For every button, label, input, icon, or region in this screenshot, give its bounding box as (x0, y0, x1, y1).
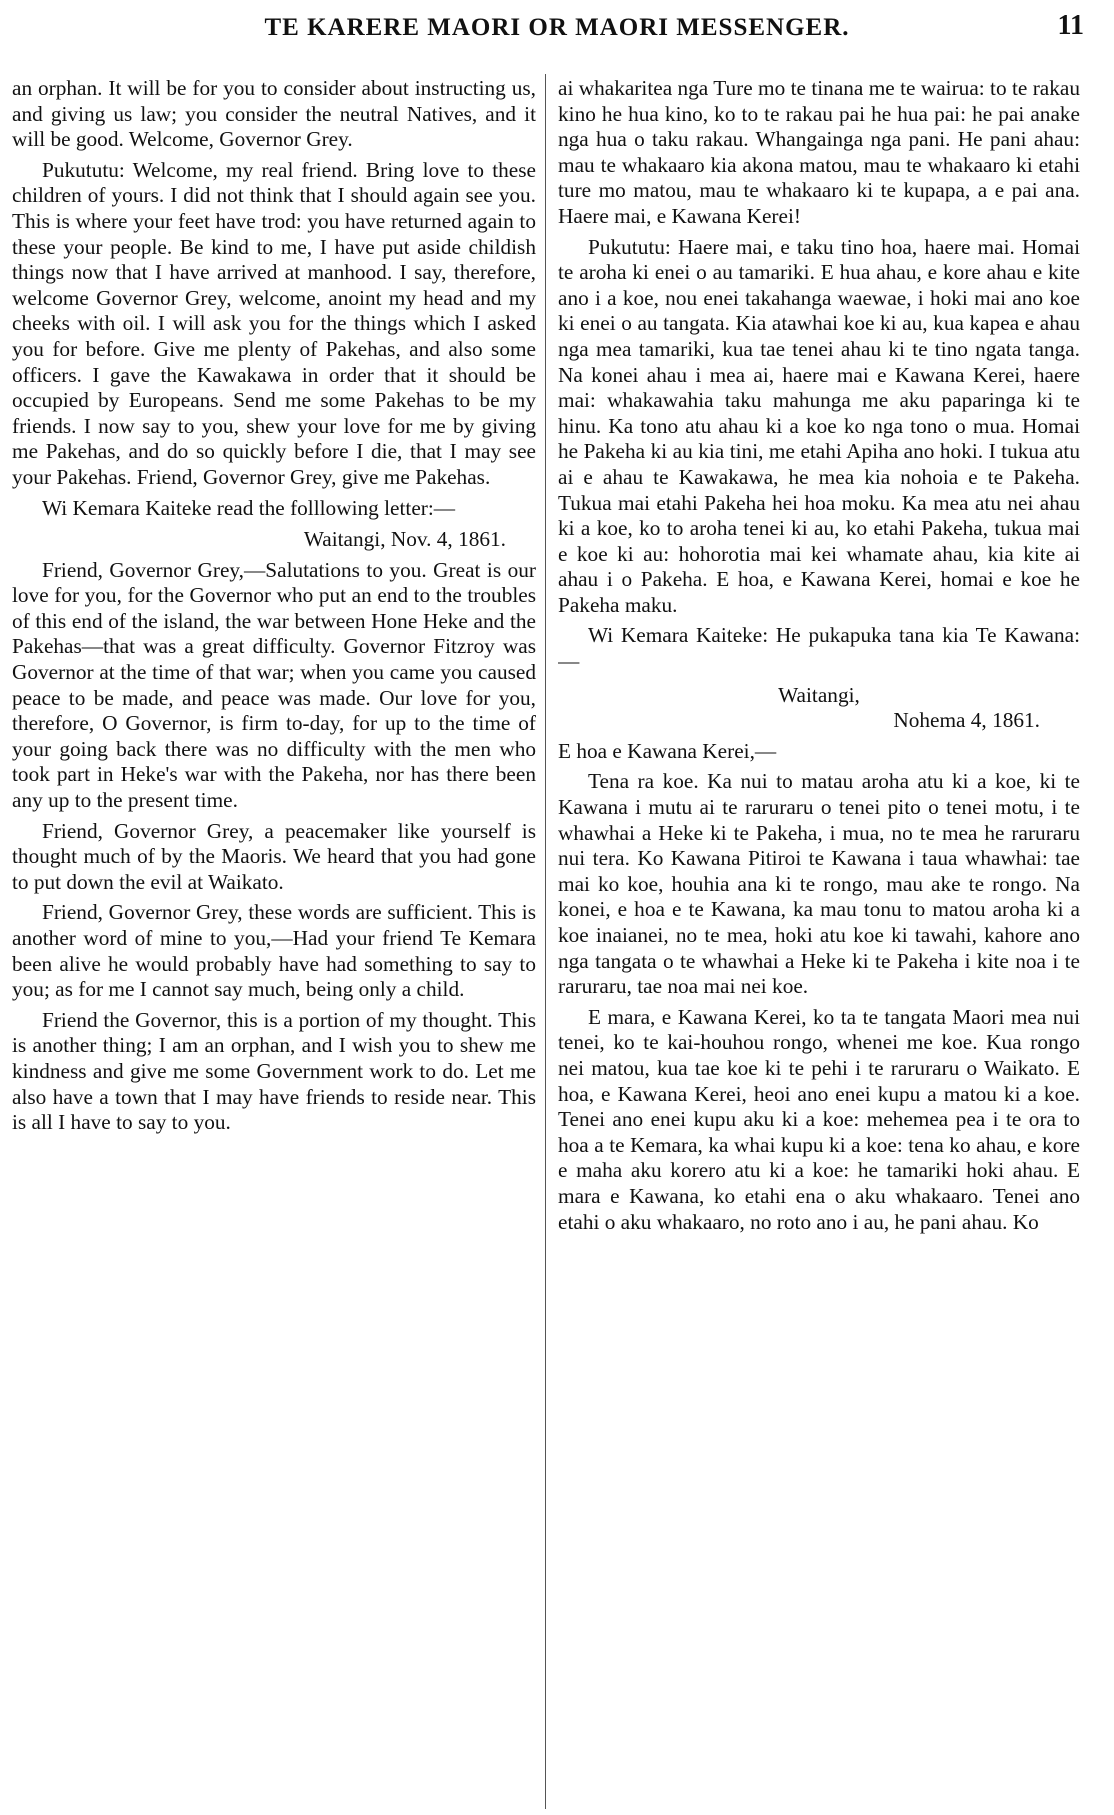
dateline: Waitangi, Nov. 4, 1861. (303, 527, 506, 552)
dateline: Waitangi, (778, 682, 860, 707)
paragraph: E mara, e Kawana Kerei, ko ta te tangata Maori mea nui tenei, ko te kai-houhou rongo, whenei me koe. Kua rongo nei matou, kua tae koe ki te pehi i te raruraru o Waikato. E hoa, e Kawana Kerei, heoi ano enei kupu a matou ki a koe. Tenei ano enei kupu aku ki a koe: mehemea pea i te ora to hoa a te Kemara, ka whai kupu ki a koe: tena ko ahau, e kore e maha aku korero atu ki a koe: he tamariki hoki ahau. E mara e Kawana, ko etahi ena o aku whakaaro. Tenei ano etahi o aku whakaaro, no roto ano i au, he pani ahau. Ko (558, 1004, 1080, 1234)
english-column (12, 76, 536, 1806)
paragraph: Friend, Governor Grey,—Salutations to you. Great is our love for you, for the Governor who put an end to the troubles of this end of the island, the war between Hone Heke and the Pakehas—that was a great difficulty. Governor Fitzroy was Governor at the time of that war; when you came you caused peace to be made, and peace was made. Our love for you, therefore, O Governor, is firm to-day, for up to the time of your going back there was no difficulty with the men who took part in Heke's war with the Pakeha, nor has there been any up to the present time. (12, 557, 536, 813)
paragraph: Friend, Governor Grey, these words are sufficient. This is another word of mine to you,—Had your friend Te Kemara been alive he would probably have had something to say to you; as for me I cannot say much, being only a child. (12, 900, 536, 1002)
paragraph: Pukututu: Welcome, my real friend. Bring love to these children of yours. I did not think that I should again see you. This is where your feet have trod: you have returned again to these your people. Be kind to me, I have put aside childish things now that I have arrived at manhood. I say, therefore, welcome Governor Grey, welcome, anoint my head and my cheeks with oil. I will ask you for the things which I asked you for before. Give me plenty of Pakehas, and also some officers. I gave the Kawakawa in order that it should be occupied by Europeans. Send me some Pakehas to be my friends. I now say to you, shew your love for me by giving me Pakehas, and do so quickly before I die, that I may see your Pakehas. Friend, Governor Grey, give me Pakehas. (12, 157, 536, 489)
page-header (0, 0, 1114, 68)
maori-column (558, 76, 1080, 1806)
paragraph: Wi Kemara Kaiteke: He pukapuka tana kia Te Kawana:— (558, 623, 1080, 674)
salutation: E hoa e Kawana Kerei,— (558, 738, 777, 763)
column-divider (545, 74, 546, 1809)
page-number: 11 (1057, 10, 1084, 41)
paragraph: ai whakaritea nga Ture mo te tinana me te wairua: to te rakau kino he hua kino, ko to te rakau pai he hua pai: he pai anake nga hua o taku rakau. Whangainga nga pani. He pani ahau: mau te whakaaro kia akona matou, mau te whakaaro ki etahi ture mo matou, mau te whakaaro ki te kupapa, a e pai ana. Haere mai, e Kawana Kerei! (558, 76, 1080, 228)
newspaper-title: TE KARERE MAORI OR MAORI MESSENGER. (264, 14, 850, 41)
dateline: Nohema 4, 1861. (893, 708, 1040, 733)
paragraph: Wi Kemara Kaiteke read the folllowing letter:— (42, 495, 456, 520)
paragraph: an orphan. It will be for you to consider about instructing us, and giving us law; you consider the neutral Natives, and it will be good. Welcome, Governor Grey. (12, 76, 536, 152)
paragraph: Friend the Governor, this is a portion of my thought. This is another thing; I am an orphan, and I wish you to shew me kindness and give me some Government work to do. Let me also have a town that I may have friends to reside near. This is all I have to say to you. (12, 1007, 536, 1135)
paragraph: Tena ra koe. Ka nui to matau aroha atu ki a koe, ki te Kawana i mutu ai te raruraru o tenei pito o tenei motu, i te whawhai a Heke ki te Pakeha, i mua, no te mea he raruraru nui tera. Ko Kawana Pitiroi te Kawana i taua whawhai: tae mai ko koe, houhia ana ki te rongo, mau ake te rongo. Na konei, e hoa e te Kawana, ka mau tonu to matou aroha ki a koe inaianei, no te mea, hoki atu koe ki tawahi, kahore ano nga tangata o te whawhai a Heke ki te Pakeha i kite noa i te raruraru, tae noa mai nei koe. (558, 769, 1080, 999)
paragraph: Pukututu: Haere mai, e taku tino hoa, haere mai. Homai te aroha ki enei o au tamariki. E hua ahau, e kore ahau e kite ano i a koe, nou enei takahanga waewae, i hoki mai ano koe ki enei o au tangata. Kia atawhai koe ki au, kua kapea e ahau nga mea tamariki, kua tae tenei ahau ki te tino ngata tanga. Na konei ahau i mea ai, haere mai e Kawana Kerei, haere mai: whakawahia taku mahunga me aku paparinga ki te hinu. Ka tono atu ahau ki a koe ko nga tono o mua. Homai he Pakeha ki au kia tini, me etahi Apiha ano hoki. I tukua atu ai e ahau te Kawakawa, he mea kia nohoia e te Pakeha. Tukua mai etahi Pakeha hei hoa moku. Ka mea atu nei ahau ki a koe, ko to aroha tenei ki au, ko etahi Pakeha, tukua mai e koe ki au: hohorotia mai kei whamate ahau, kia kite ai ahau i o Pakeha. E hoa, e Kawana Kerei, homai e koe he Pakeha maku. (558, 234, 1080, 617)
paragraph: Friend, Governor Grey, a peacemaker like yourself is thought much of by the Maoris. We heard that you had gone to put down the evil at Waikato. (12, 818, 536, 894)
